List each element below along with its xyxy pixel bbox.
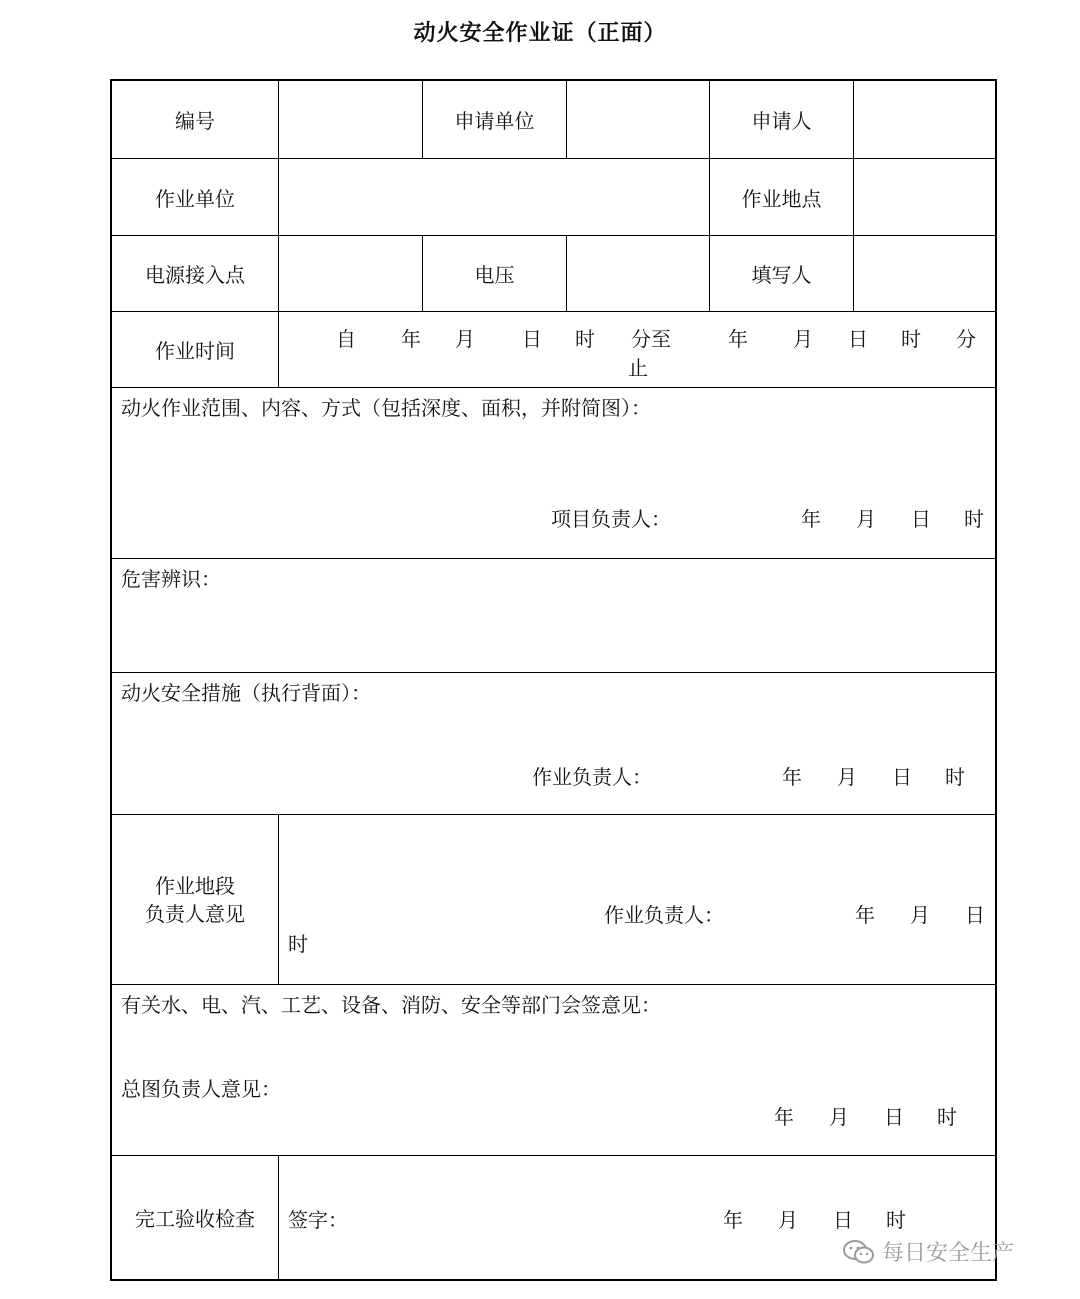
page-title: 动火安全作业证（正面） [413, 21, 667, 46]
time-minute-end: 分 [956, 327, 976, 351]
work-unit-field[interactable] [279, 159, 709, 235]
scope-date-day: 日 [911, 507, 931, 531]
chief-opinion-label: 总图负责人意见： [121, 1077, 281, 1101]
section-opinion-label-line1: 作业地段 [155, 873, 235, 898]
section-opinion-label-line2: 负责人意见 [145, 901, 245, 926]
voltage-field[interactable] [567, 236, 709, 311]
applicant-label: 申请人 [751, 109, 812, 133]
completion-label: 完工验收检查 [135, 1207, 255, 1231]
work-location-field[interactable] [854, 159, 995, 235]
completion-date-hour: 时 [886, 1208, 906, 1232]
measures-section[interactable] [112, 673, 995, 814]
time-minute-to: 分至 [631, 327, 671, 351]
scope-date-hour: 时 [964, 507, 984, 531]
number-label: 编号 [175, 109, 215, 133]
completion-date-year: 年 [723, 1208, 743, 1232]
power-point-label: 电源接入点 [145, 263, 245, 287]
hazard-label: 危害辨识： [121, 567, 221, 591]
measures-date-month: 月 [837, 765, 857, 789]
departments-date-month: 月 [829, 1105, 849, 1129]
section-opinion-date-day: 日 [965, 903, 985, 927]
section-opinion-field[interactable] [279, 815, 995, 984]
time-month: 月 [455, 327, 475, 351]
number-field[interactable] [279, 81, 422, 158]
work-time-field[interactable] [279, 312, 995, 387]
filled-by-label: 填写人 [751, 263, 812, 287]
hazard-section[interactable] [112, 559, 995, 672]
scope-signer-label: 项目负责人： [551, 507, 671, 531]
completion-date-day: 日 [833, 1208, 853, 1232]
measures-date-day: 日 [892, 765, 912, 789]
departments-section[interactable] [112, 985, 995, 1155]
measures-date-hour: 时 [945, 765, 965, 789]
applicant-unit-label: 申请单位 [454, 109, 535, 133]
time-day-end: 日 [848, 327, 868, 351]
measures-label: 动火安全措施（执行背面）： [121, 681, 371, 705]
departments-date-day: 日 [884, 1105, 904, 1129]
section-opinion-label [112, 815, 278, 984]
departments-label: 有关水、电、汽、工艺、设备、消防、安全等部门会签意见： [121, 993, 661, 1017]
time-year: 年 [401, 327, 421, 351]
scope-section[interactable] [112, 388, 995, 558]
section-opinion-date-month: 月 [910, 903, 930, 927]
applicant-unit-field[interactable] [567, 81, 709, 158]
voltage-label: 电压 [474, 263, 515, 287]
completion-date-month: 月 [778, 1208, 798, 1232]
time-year-end: 年 [728, 327, 748, 351]
time-from: 自 [336, 327, 356, 351]
section-opinion-date-year: 年 [855, 903, 875, 927]
departments-date-year: 年 [774, 1105, 794, 1129]
measures-signer-label: 作业负责人： [532, 765, 652, 789]
section-opinion-signer-label: 作业负责人： [604, 903, 724, 927]
watermark-text: 每日安全生产 [882, 1241, 1015, 1266]
scope-date-month: 月 [856, 507, 876, 531]
time-hour-end: 时 [901, 327, 921, 351]
completion-sign-label: 签字： [288, 1208, 348, 1232]
time-stop: 止 [628, 356, 648, 380]
time-hour: 时 [575, 327, 595, 351]
scope-date-year: 年 [801, 507, 821, 531]
measures-date-year: 年 [782, 765, 802, 789]
work-location-label: 作业地点 [741, 186, 822, 211]
time-day: 日 [522, 327, 542, 351]
permit-form-table [110, 79, 997, 1281]
watermark [842, 1236, 1014, 1267]
scope-label: 动火作业范围、内容、方式（包括深度、面积，并附简图）： [121, 396, 651, 420]
section-opinion-date-hour: 时 [288, 932, 308, 956]
departments-date-hour: 时 [937, 1105, 957, 1129]
filled-by-field[interactable] [854, 236, 995, 311]
work-unit-label: 作业单位 [155, 186, 235, 211]
wechat-icon [842, 1239, 876, 1265]
time-month-end: 月 [793, 327, 813, 351]
applicant-field[interactable] [854, 81, 995, 158]
work-time-label: 作业时间 [155, 339, 235, 363]
power-point-field[interactable] [279, 236, 422, 311]
